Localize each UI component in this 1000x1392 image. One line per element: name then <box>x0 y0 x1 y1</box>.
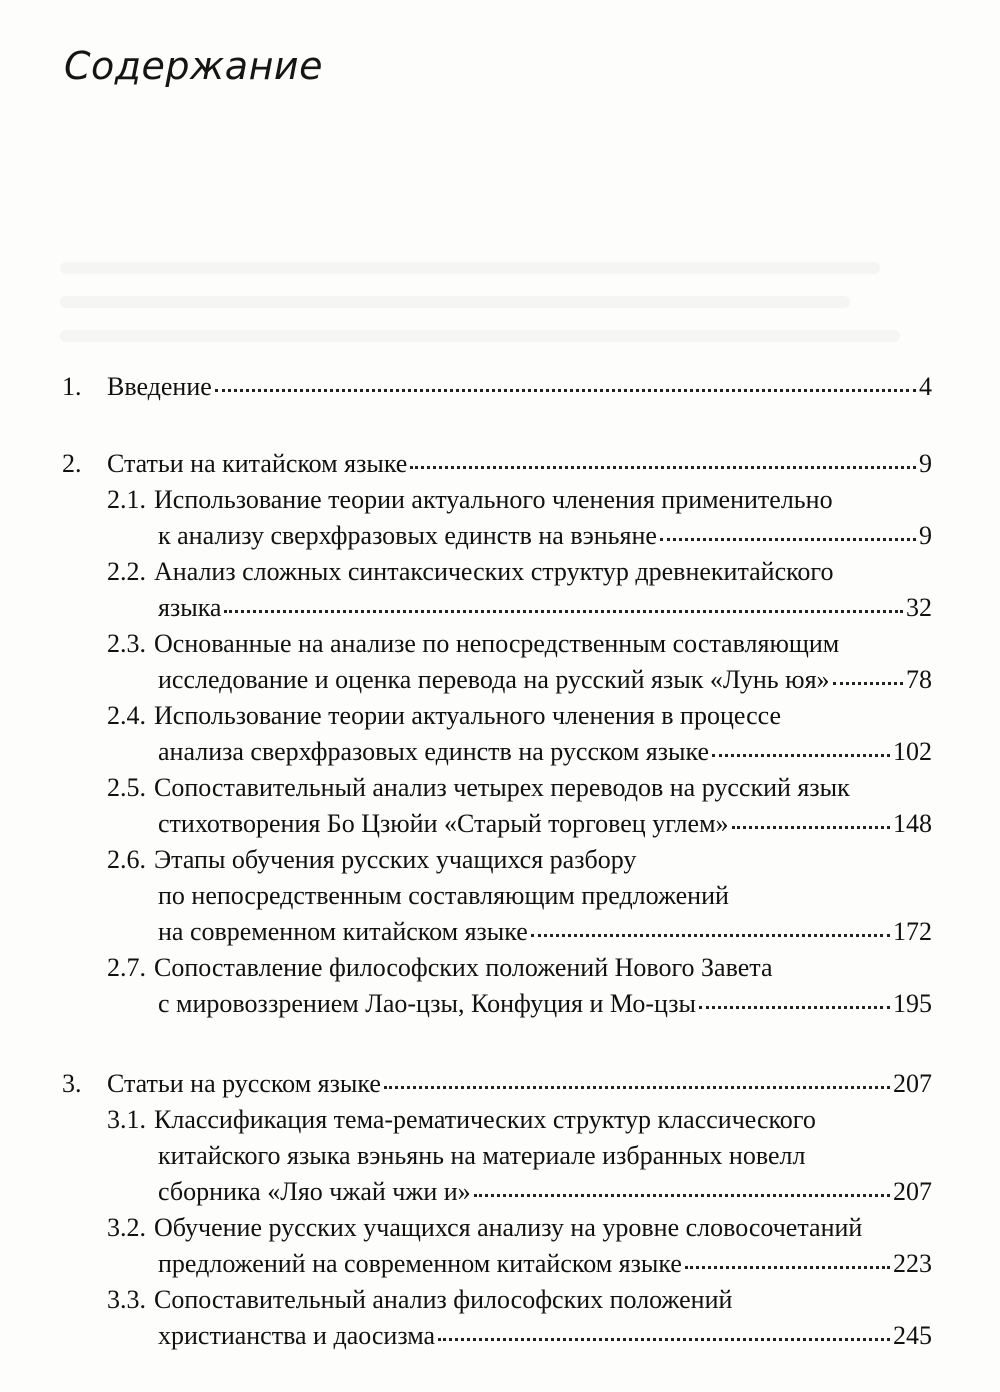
toc-entry-2-7[interactable] <box>107 951 932 985</box>
dot-leader <box>384 1066 890 1089</box>
dot-leader <box>531 914 890 937</box>
toc-entry-2-1[interactable] <box>107 483 932 517</box>
toc-entry-2-1-cont[interactable] <box>158 519 932 553</box>
dot-leader <box>660 518 916 541</box>
toc-entry-3-1-cont2[interactable] <box>158 1175 932 1209</box>
page-number: 9 <box>919 449 932 478</box>
section-title: Статьи на русском языке <box>107 1069 381 1098</box>
show-through-line <box>60 262 880 274</box>
page-number: 32 <box>906 593 932 622</box>
subsection-title-line: на современном китайском языке <box>158 917 528 946</box>
subsection-title-line: китайского языка вэньянь на материале избранных новелл <box>158 1141 806 1170</box>
page-number: 195 <box>893 989 932 1018</box>
toc-entry-chinese-articles[interactable] <box>107 447 932 481</box>
toc-entry-2-2[interactable] <box>107 555 932 589</box>
toc-entry-2-6-cont[interactable] <box>158 879 932 913</box>
page-number: 148 <box>893 809 932 838</box>
page-number: 207 <box>893 1177 932 1206</box>
subsection-title-line: Основанные на анализе по непосредственным составляющим <box>154 629 840 658</box>
section-number: 3. <box>62 1069 82 1098</box>
subsection-title-line: Сопоставление философских положений Нового Завета <box>154 953 773 982</box>
toc-entry-2-6[interactable] <box>107 843 932 877</box>
page-number: 207 <box>893 1069 932 1098</box>
subsection-title-line: Обучение русских учащихся анализу на уровне словосочетаний <box>154 1213 863 1242</box>
toc-entry-introduction[interactable] <box>107 370 932 404</box>
show-through-line <box>60 296 850 308</box>
toc-entry-2-3[interactable] <box>107 627 932 661</box>
subsection-title-line: Классификация тема-рематических структур классического <box>154 1105 816 1134</box>
toc-entry-2-4[interactable] <box>107 699 932 733</box>
toc-entry-3-2-cont[interactable] <box>158 1247 932 1281</box>
page-number: 245 <box>893 1321 932 1350</box>
section-number: 1. <box>62 372 82 401</box>
dot-leader <box>474 1174 890 1197</box>
subsection-title-line: Этапы обучения русских учащихся разбору <box>154 845 637 874</box>
subsection-number: 2.5. <box>107 773 146 802</box>
toc-entry-3-1-cont[interactable] <box>158 1139 932 1173</box>
toc-entry-3-3-cont[interactable] <box>158 1319 932 1353</box>
page-number: 78 <box>906 665 932 694</box>
subsection-title-line: к анализу сверхфразовых единств на вэньяне <box>158 521 657 550</box>
toc-entry-2-6-cont2[interactable] <box>158 915 932 949</box>
page-number: 102 <box>893 737 932 766</box>
subsection-number: 2.1. <box>107 485 146 514</box>
subsection-number: 3.3. <box>107 1285 146 1314</box>
toc-entry-3-2[interactable] <box>107 1211 932 1245</box>
subsection-title-line: языка <box>158 593 222 622</box>
toc-entry-3-1[interactable] <box>107 1103 932 1137</box>
subsection-title-line: Сопоставительный анализ четырех переводов на русский язык <box>154 773 850 802</box>
subsection-title-line: Анализ сложных синтаксических структур древнекитайского <box>154 557 834 586</box>
page-title: Содержание <box>64 44 323 88</box>
dot-leader <box>224 590 903 613</box>
show-through-line <box>60 330 900 342</box>
subsection-number: 2.2. <box>107 557 146 586</box>
dot-leader <box>438 1318 890 1341</box>
subsection-title-line: анализа сверхфразовых единств на русском языке <box>158 737 710 766</box>
toc-entry-russian-articles[interactable] <box>107 1067 932 1101</box>
dot-leader <box>732 806 890 829</box>
toc-entry-2-3-cont[interactable] <box>158 663 932 697</box>
toc-entry-2-7-cont[interactable] <box>158 987 932 1021</box>
dot-leader <box>410 446 916 469</box>
page-number: 223 <box>893 1249 932 1278</box>
subsection-number: 3.2. <box>107 1213 146 1242</box>
subsection-title-line: Сопоставительный анализ философских положений <box>154 1285 733 1314</box>
section-title: Статьи на китайском языке <box>107 449 408 478</box>
subsection-title-line: предложений на современном китайском языке <box>158 1249 682 1278</box>
subsection-title-line: стихотворения Бо Цзюйи «Старый торговец углем» <box>158 809 729 838</box>
page-number: 172 <box>893 917 932 946</box>
toc-entry-2-2-cont[interactable] <box>158 591 932 625</box>
subsection-title-line: христианства и даосизма <box>158 1321 436 1350</box>
subsection-number: 2.4. <box>107 701 146 730</box>
subsection-title-line: Использование теории актуального членения применительно <box>154 485 833 514</box>
page-number: 9 <box>919 521 932 550</box>
toc-entry-2-5-cont[interactable] <box>158 807 932 841</box>
dot-leader <box>699 986 890 1009</box>
section-title: Введение <box>107 372 212 401</box>
subsection-title-line: Использование теории актуального членения в процессе <box>154 701 782 730</box>
toc-entry-2-5[interactable] <box>107 771 932 805</box>
subsection-number: 2.3. <box>107 629 146 658</box>
subsection-number: 2.6. <box>107 845 146 874</box>
toc-entry-2-4-cont[interactable] <box>158 735 932 769</box>
subsection-title-line: исследование и оценка перевода на русский язык «Лунь юя» <box>158 665 830 694</box>
dot-leader <box>833 662 903 685</box>
toc-entry-3-3[interactable] <box>107 1283 932 1317</box>
dot-leader <box>215 369 916 392</box>
subsection-title-line: по непосредственным составляющим предложений <box>158 881 729 910</box>
subsection-number: 3.1. <box>107 1105 146 1134</box>
subsection-title-line: сборника «Ляо чжай чжи и» <box>158 1177 471 1206</box>
subsection-title-line: с мировоззрением Лао-цзы, Конфуция и Мо-цзы <box>158 989 696 1018</box>
page-number: 4 <box>919 372 932 401</box>
dot-leader <box>712 734 890 757</box>
section-number: 2. <box>62 449 82 478</box>
dot-leader <box>685 1246 890 1269</box>
subsection-number: 2.7. <box>107 953 146 982</box>
